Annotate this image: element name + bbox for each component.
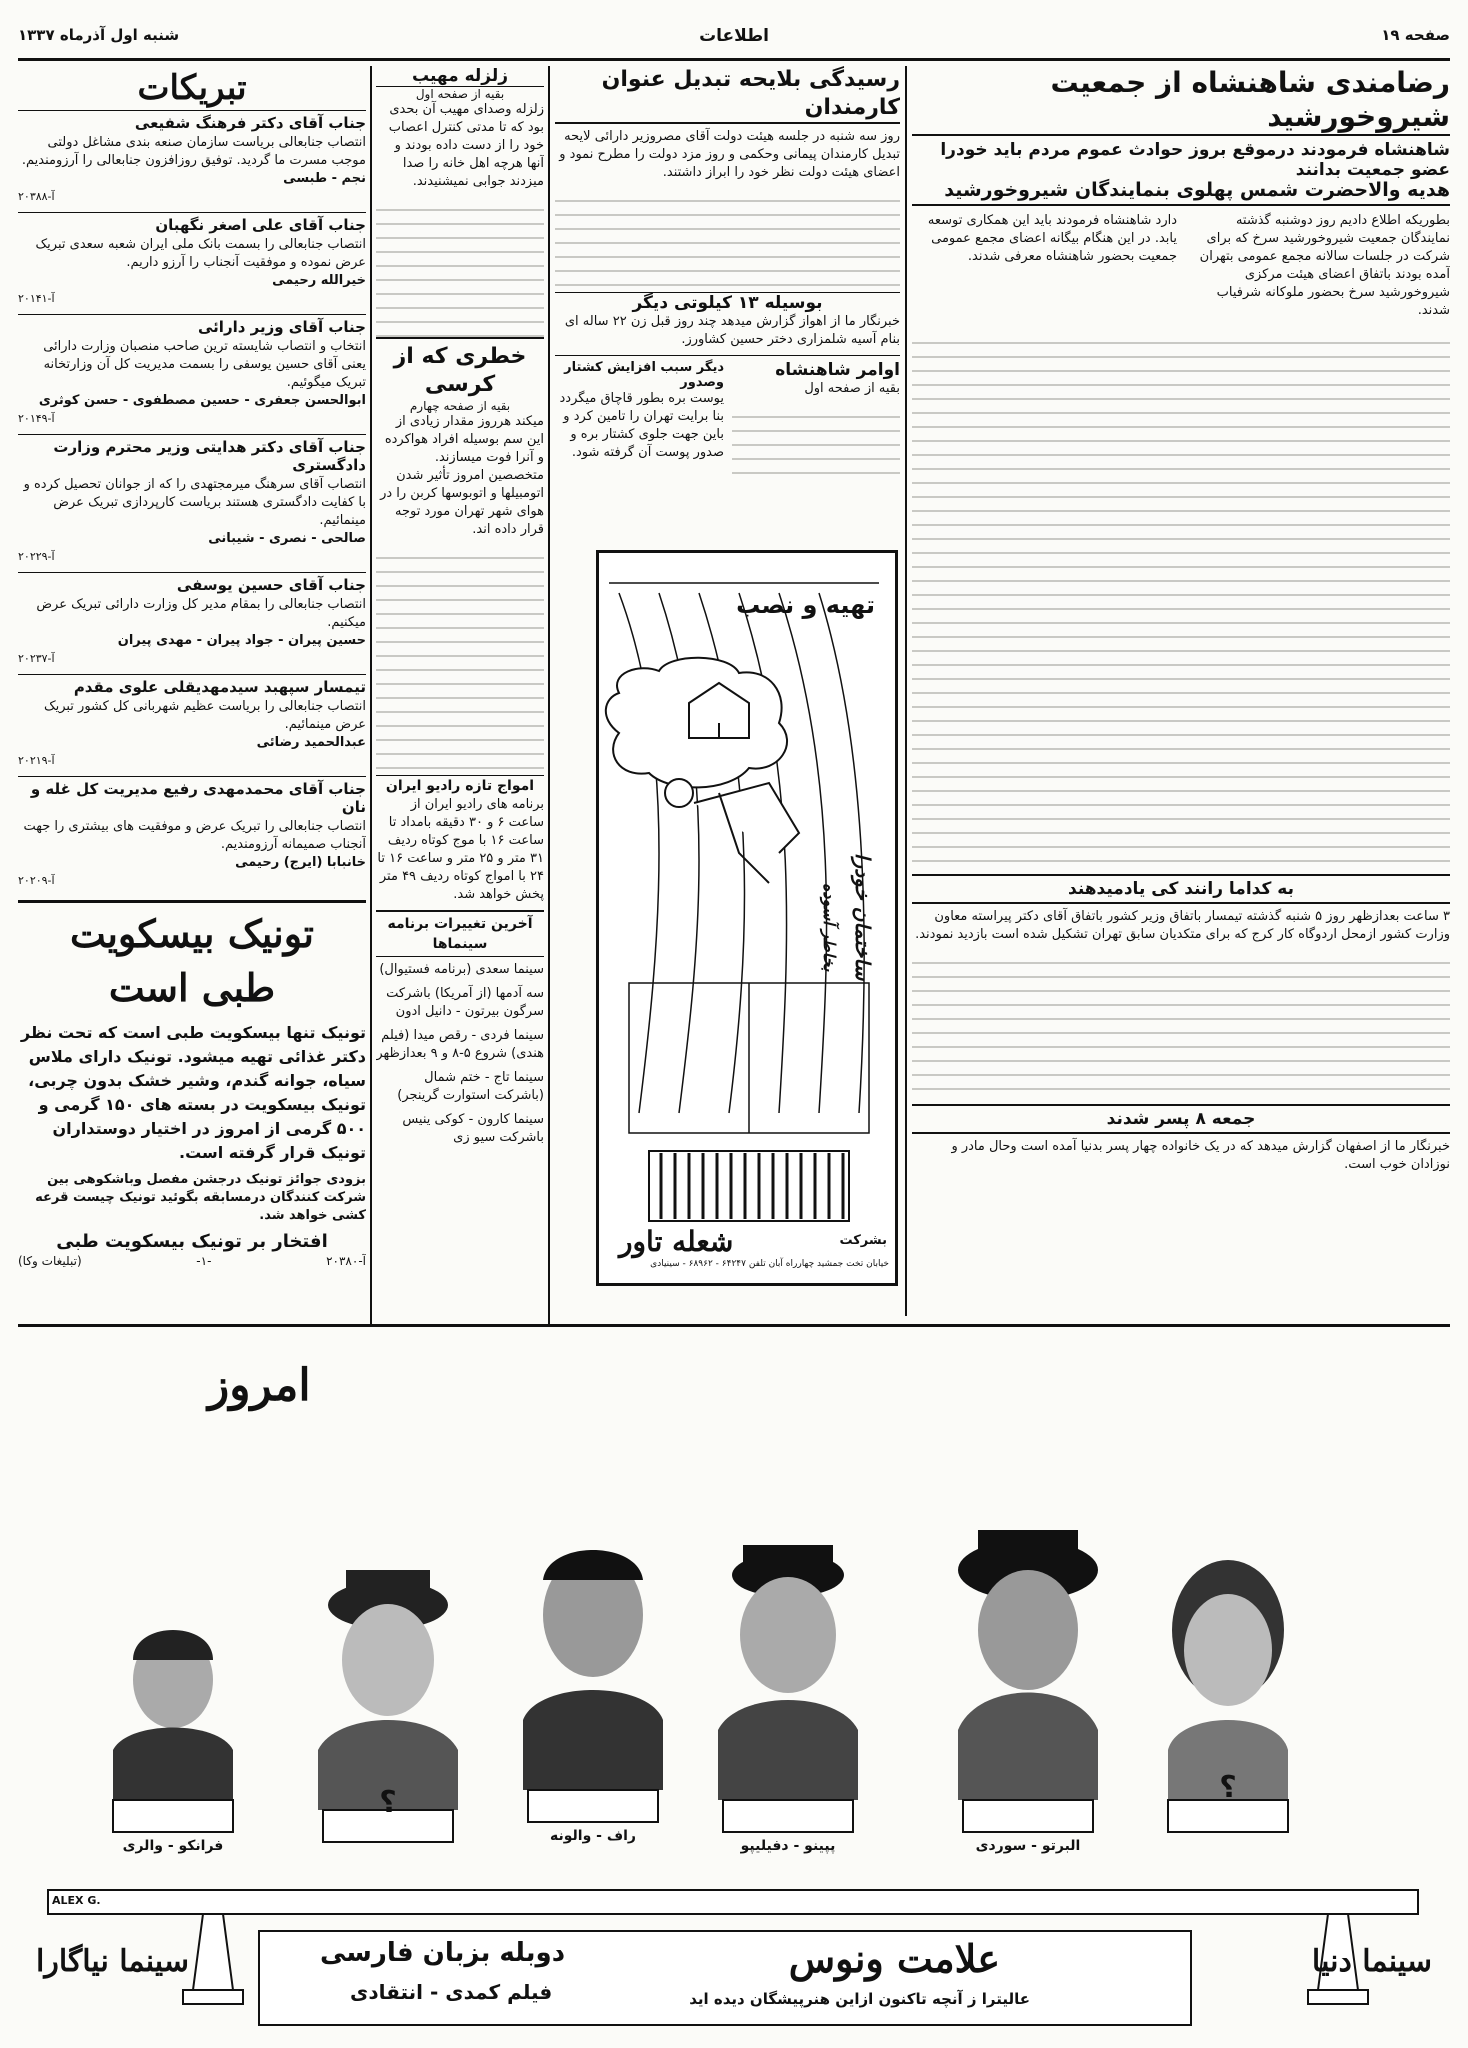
congrats-title: جناب آقای دکتر هدایتی وزیر محترم وزارت دادگستری bbox=[53, 438, 366, 474]
congrats-title: جناب آقای علی اصغر نگهبان bbox=[155, 216, 366, 234]
ad-heating-illustration bbox=[599, 553, 889, 1277]
ad-biscuit-index: -۱- bbox=[196, 1254, 212, 1268]
question-mark: ؟ bbox=[379, 1785, 397, 1820]
portrait-cap-man-icon bbox=[718, 1545, 858, 1800]
ad-heating bbox=[596, 550, 898, 1286]
subhead-lamb: دیگر سبب افزایش کشتار وصدور bbox=[564, 360, 724, 390]
article-text-continued bbox=[376, 545, 544, 775]
article-text: روز سه شنبه در جلسه هیئت دولت آقای مصروزیر دارائی لایحه تبدیل کارمندان پیمانی وحکمی و روز مزد دولت را مطرح نمود و اعضای هیئت دولت نظر خود را ابراز داشتند. bbox=[559, 129, 900, 180]
cinema-item: سه آدمها (از آمریکا) باشرکت سرگون بیرتون - دانیل ادون bbox=[386, 986, 544, 1019]
ad-cinema-illustration bbox=[18, 1330, 1450, 2030]
ad-cinema-headline: امروز bbox=[208, 1360, 311, 1411]
page-number: صفحه ۱۹ bbox=[1381, 26, 1450, 44]
congrats-body: انتصاب جنابعالی را تبریک عرض و موفقیت های بیشتری را جهت آنجناب صمیمانه آرزومندیم. bbox=[23, 819, 366, 852]
congrats-item bbox=[18, 212, 366, 308]
congrats-title: جناب آقای دکتر فرهنگ شفیعی bbox=[134, 114, 366, 132]
article-text: یوست بره بطور قاچاق میگردد بنا برایت تهران را تامین کرد و باین جهت جلوی کشتار بره و صدور پوست آن گرفته شود. bbox=[559, 391, 724, 460]
article-text-continued bbox=[376, 197, 544, 337]
ad-heating-prefix: بشرکت bbox=[839, 1233, 887, 1248]
film-genre: فیلم کمدی - انتقادی bbox=[350, 1980, 553, 2004]
article-text: ۳ ساعت بعدازظهر روز ۵ شنبه گذشته تیمسار باتفاق وزیر کشور باتفاق آقای دکتر پیراسته معاون وزارت کشور ازمحل اردوگاه کار کرج که برای متکدیان سابق تهران تشکیل شده است بازدید نمودند. bbox=[915, 909, 1450, 942]
cinema-left-name: سینما نیاگارا bbox=[36, 1944, 189, 1979]
congrats-body: انتصاب جنابعالی را بریاست عظیم شهربانی کل کشور تبریک عرض مینمائیم. bbox=[43, 699, 366, 732]
ad-heating-address: خیابان تخت جمشید چهارراه آبان تلفن ۶۴۲۴۷ - ۶۸۹۶۲ - سینیادی bbox=[650, 1259, 889, 1269]
column-rule bbox=[905, 66, 907, 1316]
headline-red-lion: رضامندی شاهنشاه از جمعیت شیروخورشید bbox=[912, 66, 1450, 136]
congrats-item bbox=[18, 572, 366, 668]
congrats-code: آ-۲۰۲۲۹ bbox=[18, 550, 55, 563]
congrats-title: جناب آقای محمدمهدی رفیع مدیریت کل غله و نان bbox=[30, 780, 366, 816]
cinema-item: سینما فردی - رقص میدا (فیلم هندی) شروع ۵-۸ و ۹ بعدازظهر bbox=[376, 1028, 544, 1061]
cinema-right-name: سینما دنیا bbox=[1311, 1944, 1432, 1979]
congrats-sign: خانبابا (ایرج) رحیمی bbox=[235, 855, 366, 870]
column-left bbox=[18, 66, 366, 894]
subheadline: هدیه والاحضرت شمس پهلوی بنمایندگان شیروخورشید bbox=[912, 180, 1450, 206]
headline-congrats: تبریکات bbox=[137, 68, 247, 108]
congrats-sign: خیرالله رحیمی bbox=[272, 273, 366, 288]
subhead-cinema: آخرین تغییرات برنامه سینماها bbox=[376, 910, 544, 957]
congrats-code: آ-۲۰۱۴۱ bbox=[18, 292, 55, 305]
congrats-item bbox=[18, 674, 366, 770]
article-text-continued bbox=[732, 404, 900, 484]
congrats-sign: عبدالحمید رضائی bbox=[256, 735, 366, 750]
ad-heating-script: ساختمان خودرا bbox=[851, 853, 875, 981]
headline-earthquake: زلزله مهیب bbox=[376, 66, 544, 87]
congrats-item bbox=[18, 434, 366, 566]
column-middle bbox=[376, 66, 544, 1321]
cinema-item: سینما کارون - کوکی ینیس باشرکت سیو زی bbox=[402, 1112, 544, 1145]
congrats-body: انتصاب آقای سرهنگ میرمجتهدی را که از جوانان تحصیل کرده و با کفایت دادگستری هستند بریاست کارپردازی تبریک عرض مینمائیم. bbox=[23, 477, 366, 528]
cinema-item: سینما تاج - ختم شمال (باشرکت استوارت گرینجر) bbox=[397, 1070, 544, 1103]
congrats-list bbox=[18, 110, 366, 890]
ad-cinema bbox=[18, 1330, 1450, 2030]
congrats-code: آ-۲۰۳۸۸ bbox=[18, 190, 55, 203]
ad-biscuit-code: آ-۲۰۳۸۰ bbox=[326, 1254, 366, 1268]
article-text-continued bbox=[912, 330, 1450, 870]
ad-biscuit-body: تونیک تنها بیسکویت طبی است که تحت نظر دکتر غذائی تهیه میشود. تونیک دارای ملاس سیاه، جوانه گندم، وشیر خشک بدون چربی، تونیک بیسکویت در بسته های ۱۵۰ گرمی و ۵۰۰ گرمی از امروز در اختیار دوستداران تونیک قرار گرفته است. bbox=[20, 1023, 366, 1162]
ad-heating-script: بخاطر آسوده bbox=[820, 883, 839, 972]
subhead-driving: به کداما رانند کی یادمیدهند bbox=[912, 874, 1450, 904]
congrats-sign: حسین پیران - جواد پیران - مهدی پیران bbox=[117, 633, 366, 648]
article-text-continued bbox=[555, 188, 900, 288]
congrats-sign: ابوالحسن جعفری - حسین مصطفوی - حسن کوثری bbox=[38, 393, 366, 408]
ad-biscuit-footer: افتخار بر تونیک بیسکویت طبی bbox=[56, 1231, 328, 1252]
cloud-bubble-icon bbox=[606, 658, 787, 788]
article-text: برنامه های رادیو ایران از ساعت ۶ و ۳۰ دقیقه بامداد تا ساعت ۱۶ با موج کوتاه ردیف ۳۱ متر و ۲۵ متر و ساعت ۱۶ تا ۲۴ با امواج کوتاه ردیف ۴۹ متر پخش خواهد شد. bbox=[377, 797, 544, 902]
congrats-item bbox=[18, 776, 366, 890]
article-text: بطوریکه اطلاع دادیم روز دوشنبه گذشته نمایندگان جمعیت شیروخورشید سرخ که برای شرکت در جلسات سالانه مجمع عمومی بتهران آمده بودند باتفاق اعضای هیئت مرکزی شیروخورشید سرخ بحضور ملوکانه شرفیاب شدند. bbox=[1199, 213, 1450, 318]
subheadline: شاهنشاه فرمودند درموقع بروز حوادث عموم مردم باید خودرا عضو جمعیت بدانند bbox=[940, 140, 1450, 180]
subhead-kilo: بوسیله ۱۳ کیلوتی دیگر bbox=[555, 292, 900, 313]
column-right bbox=[912, 66, 1450, 1316]
congrats-item bbox=[18, 110, 366, 206]
congrats-body: انتصاب جنابعالی را بسمت بانک ملی ایران شعبه سعدی تبریک عرض نموده و موفقیت آنجناب را آرزو داریم. bbox=[35, 237, 366, 270]
question-mark: ؟ bbox=[1219, 1770, 1237, 1805]
masthead-bar bbox=[18, 18, 1450, 61]
congrats-title: تیمسار سپهبد سیدمهدیقلی علوی مقدم bbox=[73, 678, 366, 696]
congrats-code: آ-۲۰۱۴۹ bbox=[18, 412, 55, 425]
ad-biscuit-note: بزودی جوائز تونیک درجشن مفصل وباشکوهی بین شرکت کنندگان درمسابقه بگوئید تونیک چیست قرعه کشی خواهد شد. bbox=[35, 1172, 366, 1223]
congrats-sign: نجم - طبسی bbox=[283, 171, 366, 186]
column-rule bbox=[370, 66, 372, 1324]
article-text: خبرنگار ما از اصفهان گزارش میدهد که در یک خانواده چهار پسر بدنیا آمده است وحال مادر و نوزادان خوب است. bbox=[951, 1139, 1450, 1172]
subhead-radio: امواج تازه رادیو ایران bbox=[376, 775, 544, 796]
continued-note: بقیه از صفحه اول bbox=[415, 87, 505, 101]
article-text: زلزله وصدای مهیب آن بحدی بود که تا مدتی کنترل اعصاب خود را از دست داده بودند و آنها هرچه اهل خانه را صدا میزدند جوابی نمیشنیدند. bbox=[388, 102, 544, 189]
congrats-body: انتخاب و انتصاب شایسته ترین صاحب منصبان وزارت دارائی یعنی آقای حسین یوسفی را بسمت مدیریت کل آن وزارتخانه تبریک میگوئیم. bbox=[43, 339, 366, 390]
congrats-code: آ-۲۰۲۳۷ bbox=[18, 652, 55, 665]
congrats-code: آ-۲۰۲۱۹ bbox=[18, 754, 55, 767]
portrait-hat-man-icon bbox=[958, 1530, 1098, 1800]
actor-name: راف - والونه bbox=[550, 1828, 636, 1844]
artist-signature: ALEX G. bbox=[52, 1894, 101, 1907]
article-text: دارد شاهنشاه فرمودند باید این همکاری توسعه یابد. در این هنگام بیگانه اعضای مجمع عمومی جمعیت بحضور شاهنشاه معرفی شدند. bbox=[927, 213, 1177, 264]
article-text: خبرنگار ما از اهواز گزارش میدهد چند روز قبل زن ۲۲ ساله ای بنام آسیه شلمزاری دختر حسین کشاورز. bbox=[564, 314, 900, 347]
subhead-quadruplets: جمعه ۸ پسر شدند bbox=[912, 1104, 1450, 1134]
article-text: بقیه از صفحه اول bbox=[804, 381, 900, 396]
reclining-man-icon bbox=[665, 779, 799, 883]
actor-name: البرتو - سوردی bbox=[975, 1838, 1081, 1854]
section-rule bbox=[18, 1324, 1450, 1327]
headline-employees: رسیدگی بلایحه تبدیل عنوان کارمندان bbox=[555, 66, 900, 124]
congrats-body: انتصاب جنابعالی را بمقام مدیر کل وزارت دارائی تبریک عرض میکنیم. bbox=[36, 597, 366, 630]
congrats-title: جناب آقای وزیر دارائی bbox=[198, 318, 366, 336]
paper-name: اطلاعات bbox=[699, 26, 769, 46]
film-dub: دوبله بزبان فارسی bbox=[320, 1938, 566, 1968]
radiator-icon bbox=[649, 1151, 849, 1221]
column-rule bbox=[548, 66, 550, 1324]
congrats-code: آ-۲۰۲۰۹ bbox=[18, 874, 55, 887]
ad-biscuit-title: تونیک بیسکویت bbox=[70, 911, 314, 956]
continued-note: بقیه از صفحه چهارم bbox=[409, 399, 511, 413]
article-text-continued bbox=[912, 950, 1450, 1100]
portrait-young-man-icon bbox=[523, 1550, 663, 1790]
column-mid-right bbox=[555, 66, 900, 596]
cinema-item: سینما سعدی (برنامه فستیوال) bbox=[379, 962, 544, 977]
actor-name: پپینو - دفیلیپو bbox=[740, 1838, 836, 1854]
congrats-sign: صالحی - نصری - شیبانی bbox=[208, 531, 366, 546]
film-title: علامت ونوس bbox=[788, 1936, 1000, 1981]
ad-biscuit bbox=[18, 900, 366, 1320]
ad-heating-title: تهیه و نصب bbox=[736, 591, 875, 619]
film-banner bbox=[258, 1930, 1192, 2026]
congrats-body: انتصاب جنابعالی بریاست سازمان صنعه بندی مشاغل دولتی موجب مسرت ما گردید. توفیق روزافزون جنابعالی را آرزومندیم. bbox=[21, 135, 366, 168]
portrait-girl-left-icon bbox=[113, 1630, 233, 1800]
statue-left-icon bbox=[183, 1914, 243, 2004]
film-tagline: عالیترا ز آنچه تاکنون ازاین هنرپیشگان دیده اید bbox=[689, 1990, 1030, 2008]
congrats-title: جناب آقای حسین یوسفی bbox=[176, 576, 366, 594]
ad-biscuit-title: طبی است bbox=[108, 965, 276, 1010]
portrait-old-man-icon bbox=[318, 1570, 458, 1810]
issue-date: شنبه اول آذرماه ۱۳۳۷ bbox=[18, 26, 180, 44]
congrats-item bbox=[18, 314, 366, 428]
subhead-orders: اوامر شاهنشاه bbox=[775, 360, 900, 380]
ad-biscuit-credit: (تبلیغات وکا) bbox=[18, 1254, 82, 1268]
ad-heating-company: شعله تاور bbox=[619, 1225, 734, 1258]
actor-name: فرانکو - والری bbox=[122, 1838, 224, 1854]
article-text: میکند هرروز مقدار زیادی از این سم بوسیله افراد هواکرده و آنرا فوت میسازند. متخصصین امروز تأثیر شدن اتومبیلها و اتوبوسها کربن را در هوای شهر تهران مورد توجه قرار داده اند. bbox=[380, 414, 544, 537]
headline-kersi: خطری که از کرسی bbox=[376, 337, 544, 399]
